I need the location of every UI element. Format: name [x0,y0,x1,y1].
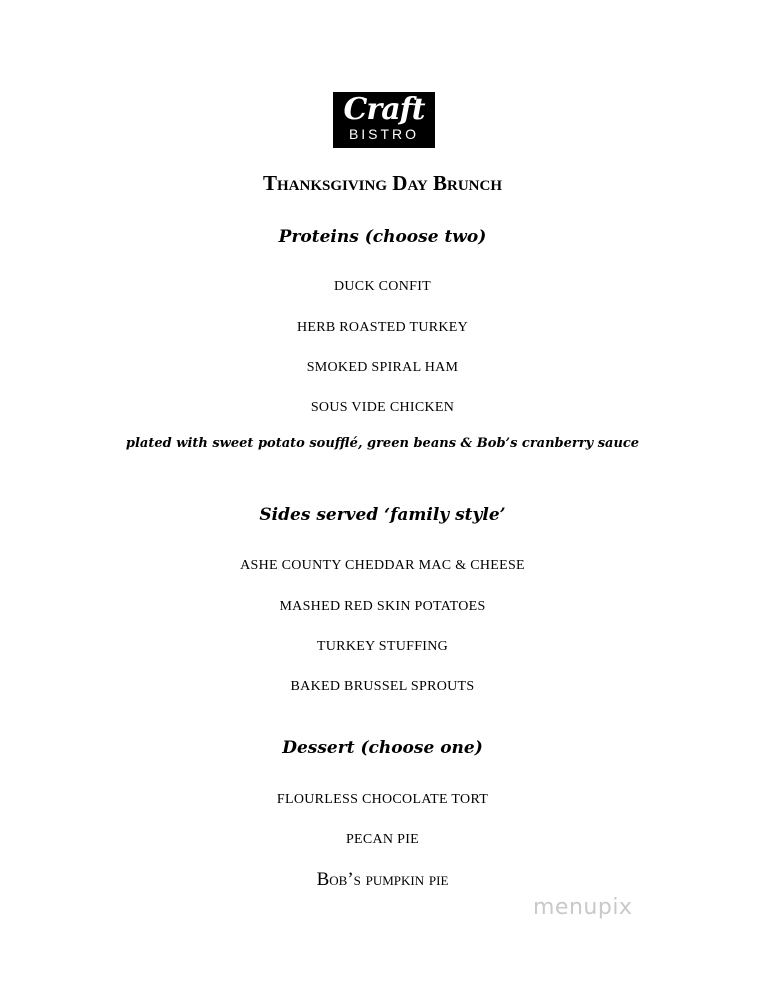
sides-heading: Sides served ‘family style’ [259,505,506,525]
dessert-item: FLOURLESS CHOCOLATE TORT [276,792,489,807]
protein-item: DUCK CONFIT [333,279,432,294]
protein-item: SOUS VIDE CHICKEN [310,400,455,415]
dessert-item: Bob’s pumpkin pie [316,869,449,890]
protein-item: SMOKED SPIRAL HAM [306,360,459,375]
menu-title: Thanksgiving Day Brunch [263,171,502,195]
craft-bistro-logo [333,92,435,148]
side-item: TURKEY STUFFING [316,639,449,654]
proteins-plating-note: plated with sweet potato soufflé, green beans & Bob’s cranberry sauce [125,436,640,451]
side-item: MASHED RED SKIN POTATOES [279,599,486,614]
side-item: ASHE COUNTY CHEDDAR MAC & CHEESE [240,558,525,573]
protein-item: HERB ROASTED TURKEY [296,320,469,335]
dessert-item: PECAN PIE [345,832,420,847]
side-item: BAKED BRUSSEL SPROUTS [290,679,475,694]
proteins-heading: Proteins (choose two) [278,227,487,247]
logo-sub-text: BISTRO [348,126,420,142]
dessert-heading: Dessert (choose one) [282,738,483,758]
menupix-watermark: menupix [533,895,633,920]
logo-brand-text: Craft [343,92,425,127]
